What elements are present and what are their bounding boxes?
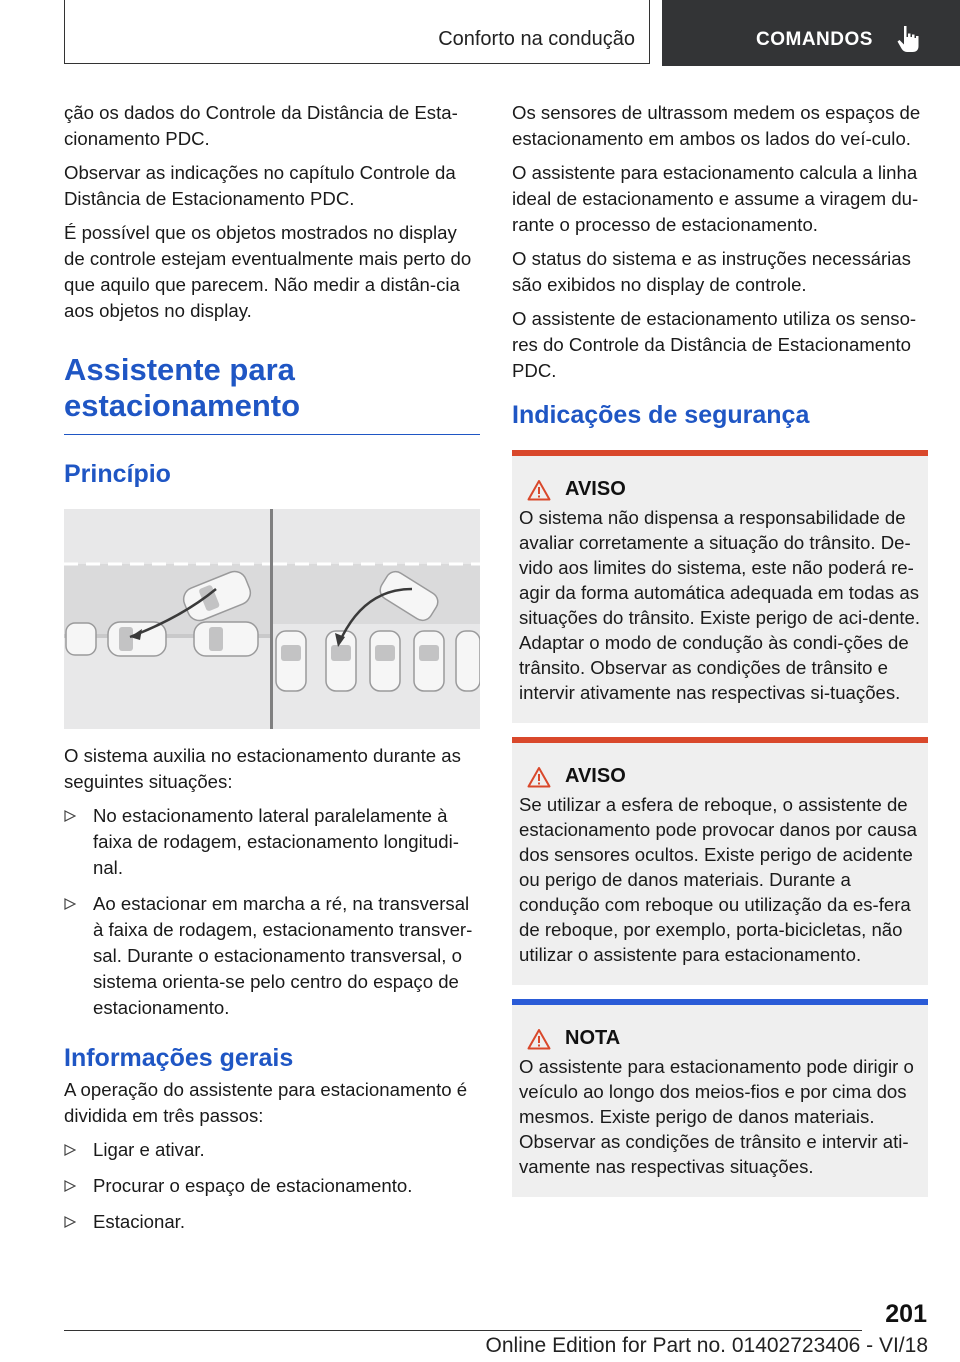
page-number: 201 — [885, 1300, 927, 1328]
note-text: O assistente para estacionamento pode dirigir o veículo ao longo dos meios-fios e por cima dos mesmos. Existe perigo de danos materiais. Observar as condições de trânsito e intervir ati‐vamente nas respectivas situações. — [519, 1056, 914, 1177]
list-item — [64, 891, 480, 1021]
warning-text: O sistema não dispensa a responsabilidade de avaliar corretamente a situação do trânsito. De‐vido aos limites do sistema, este não poderá re‐agir da forma automática adequada em todas as situações do trânsito. Existe perigo de aci‐dente. Adaptar o modo de condução às condi‐ções de trânsito. Observar as condições de trânsito e intervir ativamente nas respectivas si‐tuações. — [519, 507, 921, 703]
warning-title: AVISO — [565, 478, 626, 500]
left-column — [64, 100, 480, 1245]
warning-triangle-icon — [527, 479, 551, 501]
list-item-text: Ao estacionar em marcha a ré, na transversal à faixa de rodagem, estacionamento transver‐sal. Durante o estacionamento transversal, o sistema orienta-se pelo centro do espaço de estacionamento. — [93, 893, 473, 1018]
footer-divider — [64, 1330, 862, 1331]
note-header — [527, 1027, 921, 1050]
subsection-heading-principio: Princípio — [64, 460, 171, 488]
header-section-box — [64, 0, 650, 64]
list-item-text: Estacionar. — [93, 1211, 185, 1232]
triangle-bullet-icon — [64, 898, 76, 910]
note-box — [512, 999, 928, 1197]
header-section-title: Conforto na condução — [438, 28, 635, 50]
triangle-bullet-icon — [64, 1144, 76, 1156]
warning-triangle-icon — [527, 1028, 551, 1050]
paragraph: A operação do assistente para estacionamento é dividida em três passos: — [64, 1079, 468, 1126]
warning-header — [527, 765, 921, 788]
section-heading: Assistente para estacionamento — [64, 352, 480, 435]
paragraph: O assistente de estacionamento utiliza os senso‐res do Controle da Distância de Estacionamento PDC. — [512, 308, 917, 381]
warning-header — [527, 478, 921, 501]
list-item-text: No estacionamento lateral paralelamente à faixa de rodagem, estacionamento longitudi‐nal. — [93, 805, 459, 878]
paragraph: O sistema auxilia no estacionamento durante as seguintes situações: — [64, 745, 461, 792]
warning-text: Se utilizar a esfera de reboque, o assistente de estacionamento pode provocar danos por causa dos sensores ocultos. Existe perigo de acidente ou perigo de danos materiais. Durante a condução com reboque ou utilização da es‐fera de reboque, por exemplo, porta-bicicletas, não utilizar o assistente para estacionamento. — [519, 794, 917, 965]
list-item — [64, 1209, 480, 1235]
paragraph: O status do sistema e as instruções necessárias são exibidos no display de controle. — [512, 248, 911, 295]
triangle-bullet-icon — [64, 1180, 76, 1192]
warning-box — [512, 450, 928, 723]
header-chapter-label: COMANDOS — [756, 29, 873, 50]
paragraph: O assistente para estacionamento calcula a linha ideal de estacionamento e assume a viragem du‐rante o processo de estacionamento. — [512, 162, 919, 235]
list-item — [64, 803, 480, 881]
note-title: NOTA — [565, 1027, 621, 1049]
warning-box — [512, 737, 928, 985]
paragraph: Observar as indicações no capítulo Controle da Distância de Estacionamento PDC. — [64, 162, 456, 209]
steps-list — [64, 1137, 480, 1235]
warning-title: AVISO — [565, 765, 626, 787]
footer-edition: Online Edition for Part no. 01402723406 - VI/18 — [485, 1334, 928, 1357]
triangle-bullet-icon — [64, 1216, 76, 1228]
list-item — [64, 1137, 480, 1163]
triangle-bullet-icon — [64, 810, 76, 822]
right-column — [512, 100, 928, 1211]
subsection-heading-seguranca: Indicações de segurança — [512, 401, 810, 429]
list-item — [64, 1173, 480, 1199]
warning-triangle-icon — [527, 766, 551, 788]
situations-list — [64, 803, 480, 1021]
paragraph: É possível que os objetos mostrados no display de controle estejam eventualmente mais perto do que aquilo que parecem. Não medir a distân‐cia aos objetos no display. — [64, 222, 472, 321]
list-item-text: Procurar o espaço de estacionamento. — [93, 1175, 413, 1196]
paragraph: ção os dados do Controle da Distância de Esta‐cionamento PDC. — [64, 102, 458, 149]
parking-maneuver-illustration — [64, 509, 480, 729]
subsection-heading-informacoes: Informações gerais — [64, 1044, 294, 1072]
page-header — [0, 0, 960, 66]
paragraph: Os sensores de ultrassom medem os espaços de estacionamento em ambos os lados do veí‐culo. — [512, 102, 921, 149]
hand-pointer-icon — [895, 24, 921, 54]
list-item-text: Ligar e ativar. — [93, 1139, 205, 1160]
header-chapter-tab — [662, 0, 960, 66]
